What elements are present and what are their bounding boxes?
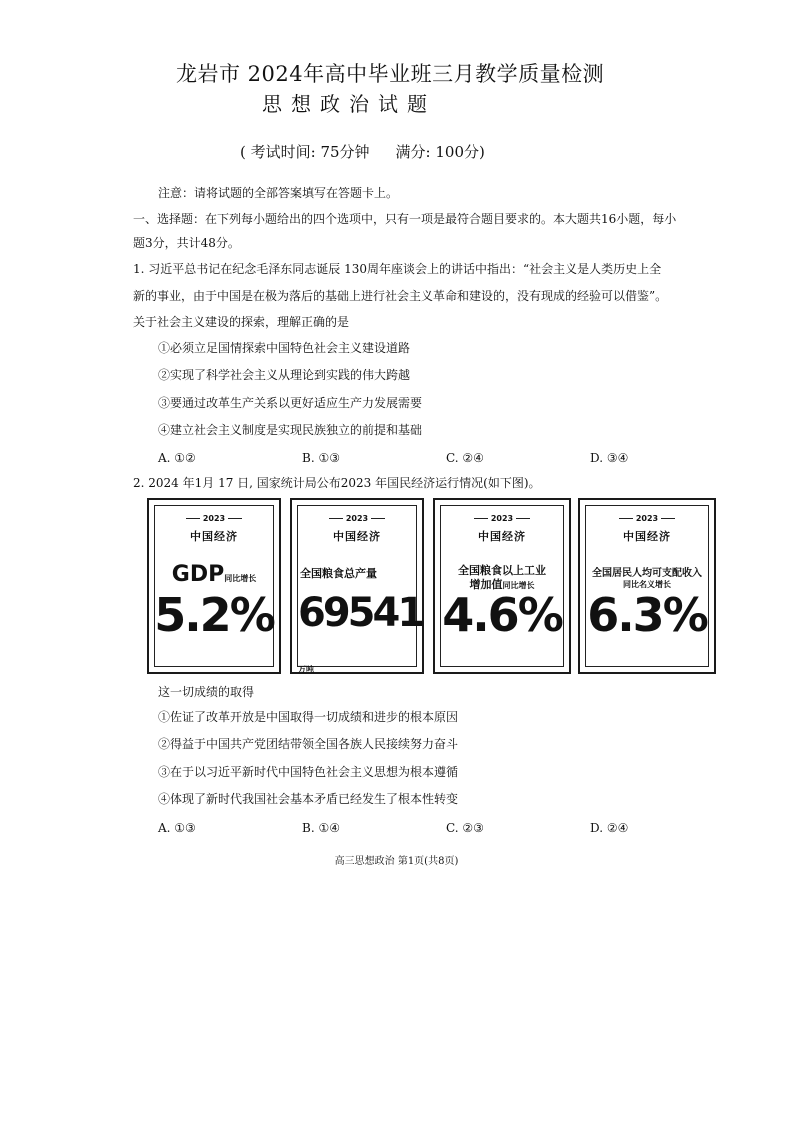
exam-title: 龙岩市 2024年高中毕业班三月教学质量检测: [176, 62, 605, 86]
poster-year: 2023: [202, 514, 226, 523]
q2-options: [0, 821, 793, 837]
poster-disposable-income: [578, 498, 716, 674]
section1-line2: 题3分，共计48分。: [133, 236, 240, 250]
poster-label: 全国居民人均可支配收入: [592, 568, 702, 579]
q2-stem: 2. 2024 年1月 17 日, 国家统计局公布2023 年国民经济运行情况(如下图)。: [133, 476, 541, 490]
poster-value: 69541: [298, 590, 423, 636]
poster-brand: 中国经济: [333, 530, 381, 543]
q1-stem-line1: 1. 习近平总书记在纪念毛泽东同志诞辰 130周年座谈会上的讲话中指出：“社会主义是人类历史上全: [133, 262, 662, 276]
q2-option-b: B. ①④: [302, 821, 340, 835]
poster-brand: 中国经济: [190, 530, 238, 543]
full-score: 满分: 100分): [395, 143, 485, 161]
poster-industrial-value: [433, 498, 571, 674]
poster-label: 全国粮食总产量: [300, 567, 377, 580]
q1-option-b: B. ①③: [302, 451, 340, 465]
q2-item: ③在于以习近平新时代中国特色社会主义思想为根本遵循: [158, 765, 459, 779]
q1-item: ②实现了科学社会主义从理论到实践的伟大跨越: [158, 368, 411, 382]
exam-time: ( 考试时间: 75分钟: [240, 143, 370, 161]
q2-stem-2: 这一切成绩的取得: [158, 685, 255, 699]
q2-item: ①佐证了改革开放是中国取得一切成绩和进步的根本原因: [158, 710, 459, 724]
poster-unit: 万吨: [298, 665, 314, 674]
poster-label2: 增加值: [469, 578, 503, 591]
q2-option-c: C. ②③: [446, 821, 484, 835]
q1-options: [0, 451, 793, 467]
q1-option-c: C. ②④: [446, 451, 484, 465]
notice: 注意：请将试题的全部答案填写在答题卡上。: [158, 186, 399, 200]
q1-stem-line2: 新的事业，由于中国是在极为落后的基础上进行社会主义革命和建设的，没有现成的经验可以借鉴”。: [133, 289, 668, 303]
poster-value: 6.3%: [587, 588, 707, 642]
poster-label: GDP: [171, 562, 225, 587]
q1-item: ③要通过改革生产关系以更好适应生产力发展需要: [158, 396, 423, 410]
page-footer: 高三思想政治 第1页(共8页): [334, 856, 459, 867]
exam-subject-title: 思想政治试题: [262, 92, 436, 116]
poster-sub: 同比增长: [502, 581, 535, 590]
q1-item: ④建立社会主义制度是实现民族独立的前提和基础: [158, 423, 423, 437]
poster-sub: 同比名义增长: [623, 580, 671, 589]
poster-value: 4.6%: [442, 588, 562, 642]
q2-item: ②得益于中国共产党团结带领全国各族人民接续努力奋斗: [158, 737, 459, 751]
exam-info: [240, 141, 485, 162]
section1-line1: 一、选择题：在下列每小题给出的四个选项中，只有一项是最符合题目要求的。本大题共16小题，每小: [133, 212, 677, 226]
q1-stem-line3: 关于社会主义建设的探索，理解正确的是: [133, 315, 350, 329]
q2-option-d: D. ②④: [590, 821, 629, 835]
poster-grain-output: [290, 498, 424, 674]
q1-option-a: A. ①②: [158, 451, 196, 465]
q1-option-d: D. ③④: [590, 451, 629, 465]
poster-gdp: [147, 498, 281, 674]
poster-value: 5.2%: [154, 588, 274, 642]
q2-option-a: A. ①③: [158, 821, 196, 835]
q1-item: ①必须立足国情探索中国特色社会主义建设道路: [158, 341, 411, 355]
poster-year: 2023: [635, 514, 659, 523]
poster-year: 2023: [490, 514, 514, 523]
poster-brand: 中国经济: [623, 530, 671, 543]
poster-label: 全国粮食以上工业: [458, 564, 546, 577]
poster-brand: 中国经济: [478, 530, 526, 543]
q2-item: ④体现了新时代我国社会基本矛盾已经发生了根本性转变: [158, 792, 459, 806]
poster-year: 2023: [345, 514, 369, 523]
poster-sub: 同比增长: [224, 574, 257, 583]
